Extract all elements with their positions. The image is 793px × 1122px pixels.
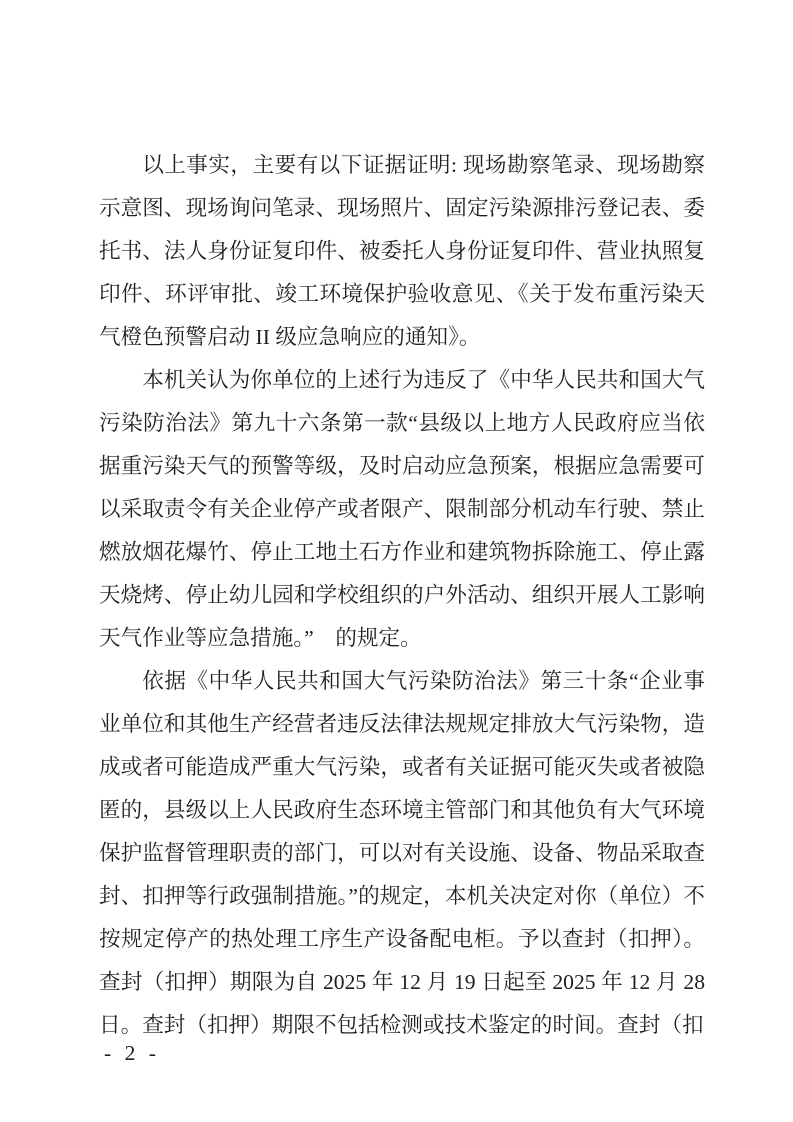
body-paragraph-evidence: 以上事实，主要有以下证据证明: 现场勘察笔录、现场勘察示意图、现场询问笔录、现场照片、固定污染源排污登记表、委托书、法人身份证复印件、被委托人身份证复印件、营业执照复印件、环评审批、竣工环境保护验收意见、《关于发布重污染天气橙色预警启动 II 级应急响应的通知》。 (99, 153, 705, 349)
document-body (99, 144, 705, 1047)
page-number: - 2 - (104, 1041, 160, 1065)
body-paragraph-decision: 依据《中华人民共和国大气污染防治法》第三十条“企业事业单位和其他生产经营者违反法律法规规定排放大气污染物，造成或者可能造成严重大气污染，或者有关证据可能灭失或者被隐匿的，县级以上人民政府生态环境主管部门和其他负有大气环境保护监督管理职责的部门，可以对有关设施、设备、物品采取查封、扣押等行政强制措施。”的规定，本机关决定对你（单位）不按规定停产的热处理工序生产设备配电柜。予以查封（扣押）。查封（扣押）期限为自 2025 年 12 月 19 日起至 2025 年 12 月 28 日。查封（扣押）期限不包括检测或技术鉴定的时间。查封（扣 (99, 669, 705, 1037)
body-paragraph-violation: 本机关认为你单位的上述行为违反了《中华人民共和国大气污染防治法》第九十六条第一款“县级以上地方人民政府应当依据重污染天气的预警等级，及时启动应急预案，根据应急需要可以采取责令有关企业停产或者限产、限制部分机动车行驶、禁止燃放烟花爆竹、停止工地土石方作业和建筑物拆除施工、停止露天烧烤、停止幼儿园和学校组织的户外活动、组织开展人工影响天气作业等应急措施。” 的规定。 (99, 368, 705, 650)
